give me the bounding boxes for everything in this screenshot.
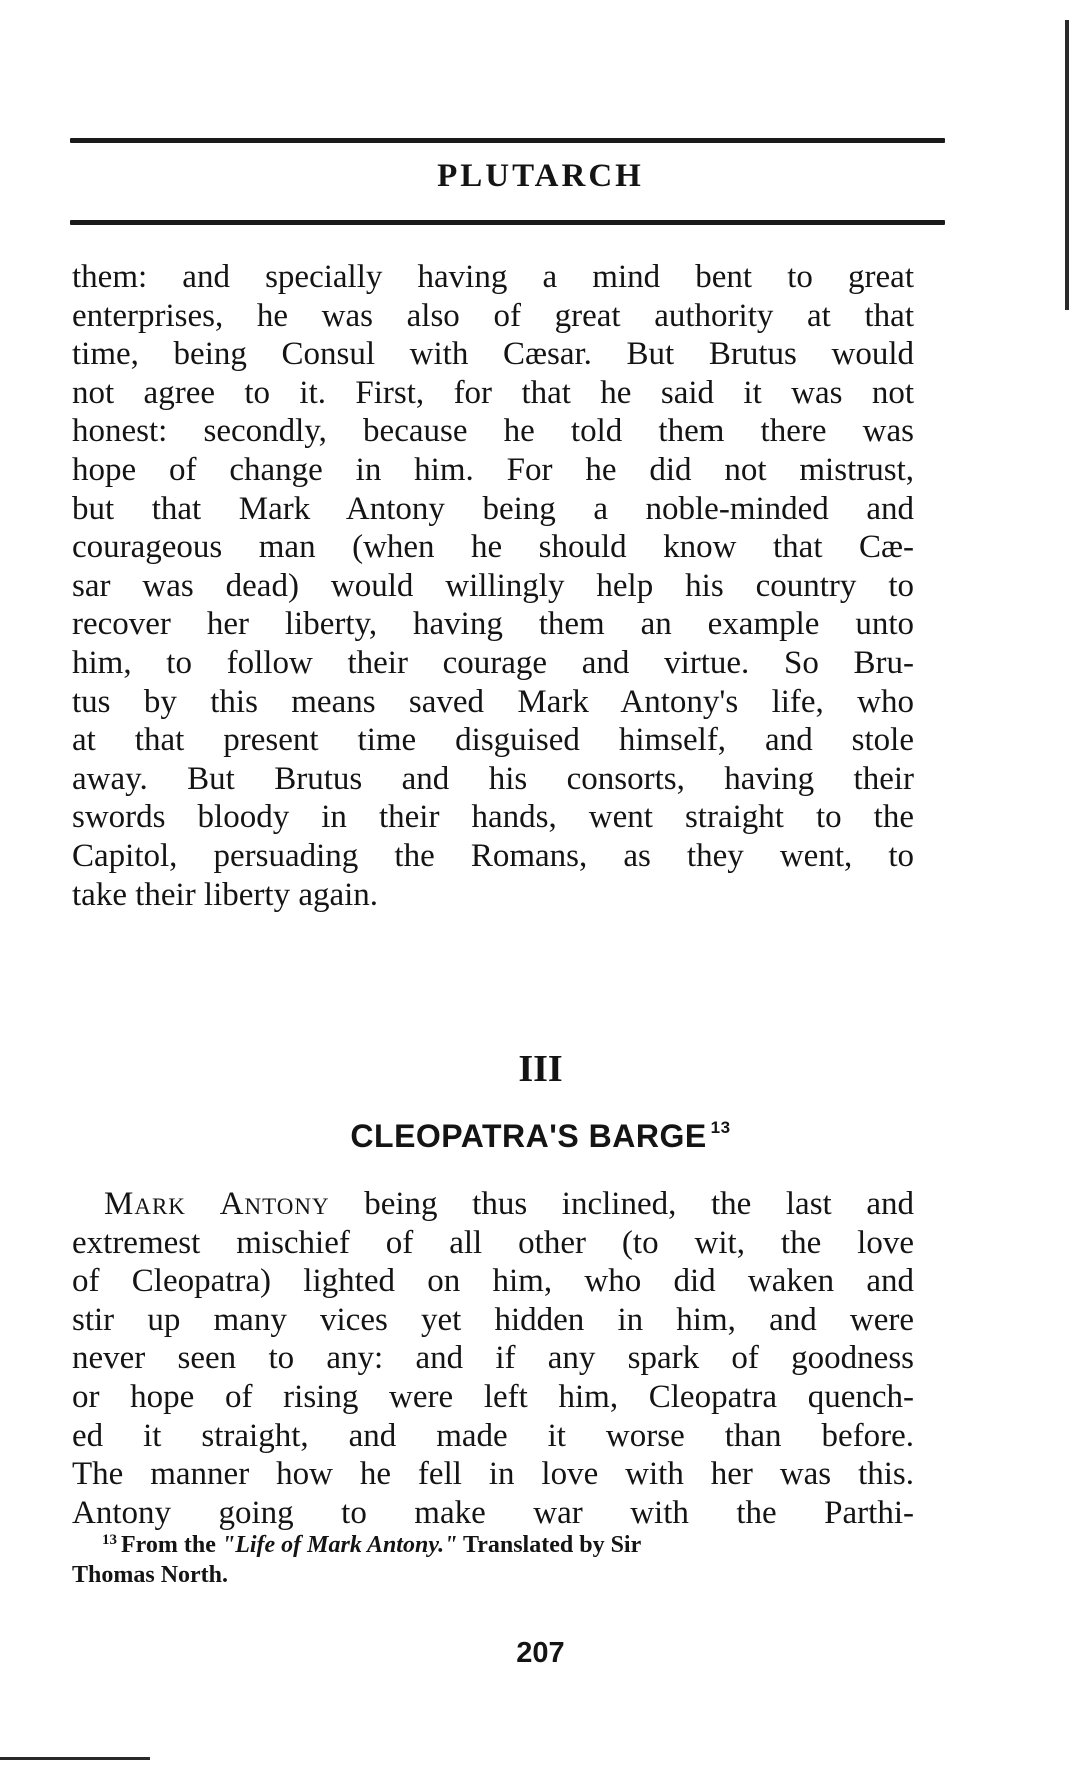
text-line: sar was dead) would willingly help his country to bbox=[72, 567, 914, 604]
page-number: 207 bbox=[516, 1637, 565, 1669]
text-line: of Cleopatra) lighted on him, who did waken and bbox=[72, 1263, 914, 1300]
text-line: recover her liberty, having them an example unto bbox=[72, 606, 914, 643]
paragraph-2 bbox=[72, 1185, 914, 1532]
header-rule-bottom bbox=[70, 220, 945, 225]
text-line: Antony going to make war with the Parthi- bbox=[72, 1494, 914, 1531]
text-line: or hope of rising were left him, Cleopatra quench- bbox=[72, 1378, 914, 1415]
text-line: not agree to it. First, for that he said it was not bbox=[72, 374, 914, 411]
text-line: honest: secondly, because he told them there was bbox=[72, 413, 914, 450]
text-line: hope of change in him. For he did not mistrust, bbox=[72, 451, 914, 488]
footnote-text-before: From the bbox=[121, 1532, 222, 1558]
text-line: him, to follow their courage and virtue. So Bru- bbox=[72, 644, 914, 681]
text-line: stir up many vices yet hidden in him, and were bbox=[72, 1301, 914, 1338]
text-line: enterprises, he was also of great authority at that bbox=[72, 297, 914, 334]
text-line: away. But Brutus and his consorts, having their bbox=[72, 760, 914, 797]
text-line: courageous man (when he should know that Cæ- bbox=[72, 529, 914, 566]
footnote-marker: 13 bbox=[102, 1532, 117, 1548]
text-line-first bbox=[72, 1185, 914, 1224]
running-head: PLUTARCH bbox=[437, 158, 644, 194]
footnote-text-after: Translated by Sir bbox=[457, 1532, 642, 1558]
text-line: never seen to any: and if any spark of goodness bbox=[72, 1340, 914, 1377]
section-title-text: CLEOPATRA'S BARGE bbox=[350, 1118, 707, 1154]
text-line: extremest mischief of all other (to wit, the love bbox=[72, 1224, 914, 1261]
footnote-work-title: "Life of Mark Antony." bbox=[221, 1532, 458, 1558]
text-line: swords bloody in their hands, went straight to the bbox=[72, 799, 914, 836]
section-numeral: III bbox=[518, 1048, 563, 1090]
header-rule-top bbox=[70, 138, 945, 143]
text-line: at that present time disguised himself, and stole bbox=[72, 722, 914, 759]
text-line: take their liberty again. bbox=[72, 876, 379, 913]
page-bottom-edge bbox=[0, 1757, 150, 1760]
footnote-text-line2: Thomas North. bbox=[72, 1562, 229, 1588]
text-line: but that Mark Antony being a noble-minded and bbox=[72, 490, 914, 527]
footnote-reference[interactable]: 13 bbox=[710, 1118, 731, 1137]
text-line: them: and specially having a mind bent to great bbox=[72, 259, 914, 295]
lead-small-caps: Mark Antony bbox=[104, 1186, 330, 1222]
section-title bbox=[0, 1118, 1081, 1155]
text-line: Capitol, persuading the Romans, as they went, to bbox=[72, 837, 914, 874]
text-line: ed it straight, and made it worse than before. bbox=[72, 1417, 914, 1454]
paragraph-1 bbox=[72, 258, 914, 914]
text-line: tus by this means saved Mark Antony's life, who bbox=[72, 683, 914, 720]
text-line: time, being Consul with Cæsar. But Brutus would bbox=[72, 336, 914, 373]
first-line-rest: being thus inclined, the last and bbox=[329, 1186, 914, 1222]
footnote bbox=[72, 1525, 914, 1590]
text-line: The manner how he fell in love with her was this. bbox=[72, 1456, 914, 1493]
